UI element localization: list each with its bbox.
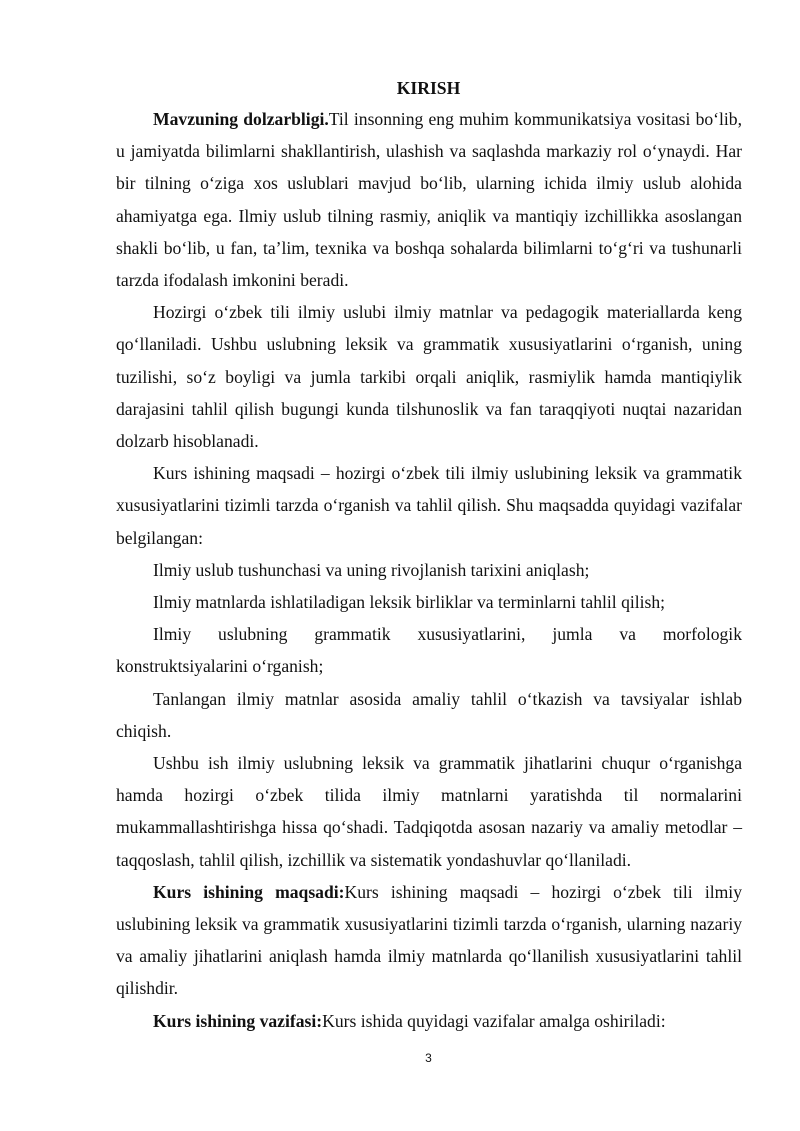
paragraph-text: Ushbu ish ilmiy uslubning leksik va grammatik jihatlarini chuqur o‘rganishga hamda hozirgi o‘zbek tilida ilmiy matnlarni yaratishda til normalarini mukammallashtirishga hissa qo‘shadi. Tadqiqotda asosan nazariy va amaliy metodlar – taqqoslash, tahlil qilish, izchillik va sistematik yondashuvlar qo‘llaniladi. [116, 753, 742, 870]
page-number: 3 [425, 1051, 432, 1065]
document-body [116, 103, 742, 1037]
paragraph-text: Tanlangan ilmiy matnlar asosida amaliy tahlil o‘tkazish va tavsiyalar ishlab chiqish. [116, 688, 742, 741]
paragraph-text: Kurs ishida quyidagi vazifalar amalga oshiriladi: [322, 1010, 666, 1031]
paragraph-label: Kurs ishining maqsadi: [153, 881, 345, 902]
paragraph-text: Ilmiy uslub tushunchasi va uning rivojlanish tarixini aniqlash; [153, 559, 590, 580]
paragraph [116, 296, 742, 457]
paragraph-text: Hozirgi o‘zbek tili ilmiy uslubi ilmiy matnlar va pedagogik materiallarda keng qo‘llaniladi. Ushbu uslubning leksik va grammatik xususiyatlarini o‘rganish, uning tuzilishi, so‘z boyligi va jumla tarkibi orqali aniqlik, rasmiylik hamda mantiqiylik darajasini tahlil qilish bugungi kunda tilshunoslik va fan taraqqiyoti nuqtai nazaridan dolzarb hisoblanadi. [116, 302, 742, 452]
task-item [116, 618, 742, 682]
paragraph-text: Ilmiy uslubning grammatik xususiyatlarini, jumla va morfologik konstruktsiyalarini o‘rganish; [116, 624, 742, 677]
paragraph-text: Til insonning eng muhim kommunikatsiya vositasi bo‘lib, u jamiyatda bilimlarni shakllantirish, ulashish va saqlashda markaziy rol o‘ynaydi. Har bir tilning o‘ziga xos uslublari mavjud bo‘lib, ularning ichida ilmiy uslub alohida ahamiyatga ega. Ilmiy uslub tilning rasmiy, aniqlik va mantiqiy izchillikka asoslangan shakli bo‘lib, u fan, ta’lim, texnika va boshqa sohalarda bilimlarni to‘g‘ri va tushunarli tarzda ifodalash imkonini beradi. [116, 109, 742, 291]
paragraph-label: Kurs ishining vazifasi: [153, 1010, 323, 1031]
paragraph-relevance [116, 103, 742, 296]
paragraph-label: Mavzuning dolzarbligi. [153, 109, 329, 129]
paragraph [116, 747, 742, 876]
paragraph-tasks [116, 1005, 742, 1037]
paragraph-goal [116, 876, 742, 1005]
task-item [116, 683, 742, 747]
paragraph [116, 457, 742, 554]
paragraph-text: Kurs ishining maqsadi – hozirgi o‘zbek tili ilmiy uslubining leksik va grammatik xususiyatlarini tizimli tarzda o‘rganish, ularning nazariy va amaliy jihatlarini aniqlash hamda ilmiy matnlarda qo‘llanilish xususiyatlarini tahlil qilishdir. [116, 881, 742, 999]
paragraph-text: Kurs ishining maqsadi – hozirgi o‘zbek tili ilmiy uslubining leksik va grammatik xususiyatlarini tizimli tarzda o‘rganish va tahlil qilish. Shu maqsadda quyidagi vazifalar belgilangan: [116, 463, 742, 548]
paragraph-text: Ilmiy matnlarda ishlatiladigan leksik birliklar va terminlarni tahlil qilish; [153, 592, 666, 613]
task-item [116, 554, 742, 586]
section-title: KIRISH [396, 78, 461, 98]
task-item [116, 586, 742, 618]
